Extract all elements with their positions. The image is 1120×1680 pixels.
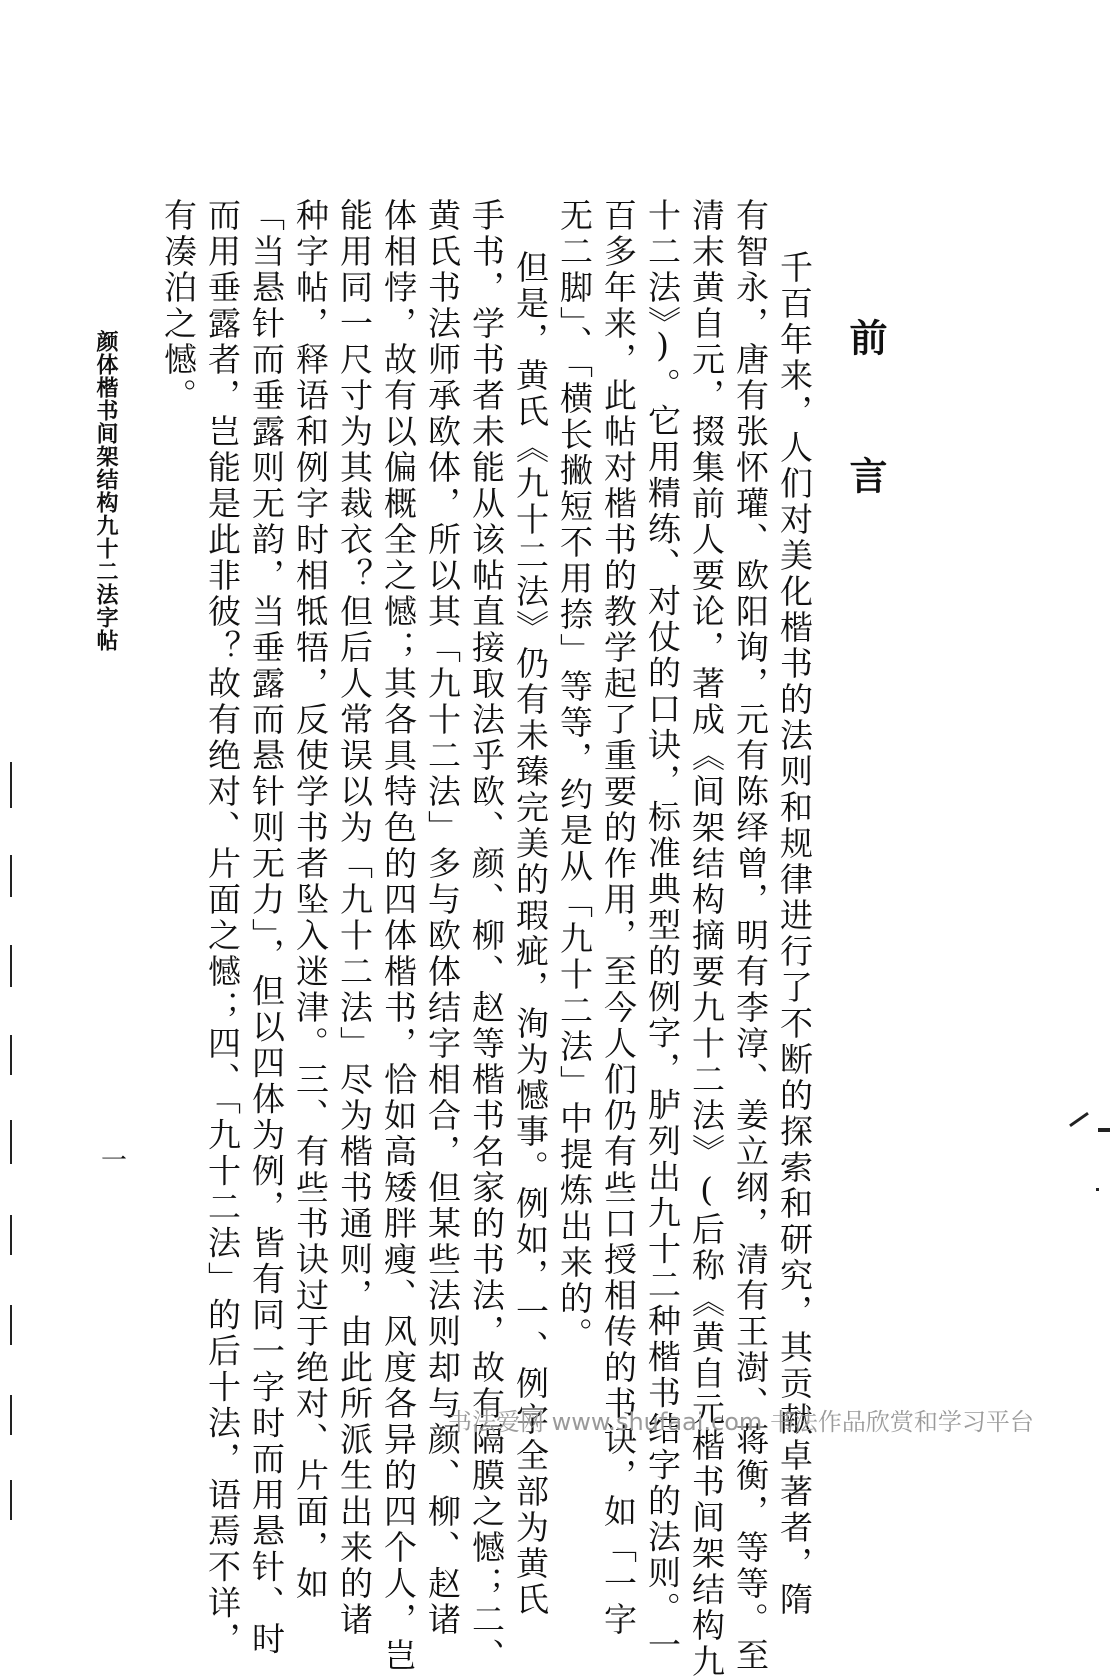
text-column-11: 能用同一尺寸为其裁衣？但后人常误以为「九十二法」尽为楷书通则，由此所派生出来的诸 <box>335 198 374 1638</box>
margin-line <box>10 945 12 987</box>
margin-line <box>10 1035 12 1075</box>
scan-mark <box>1096 1188 1099 1191</box>
text-column-4: 十二法》)。它用精练、对仗的口诀，标准典型的例字，胪列出九十二种楷书结字的法则。一 <box>643 198 682 1664</box>
page-number: 一 <box>101 1146 128 1176</box>
text-column-3: 清末黄自元，掇集前人要论，著成《间架结构摘要九十二法》(后称《黄自元楷书间架结构九 <box>687 198 726 1680</box>
text-column-13: 「当悬针而垂露则无韵，当垂露而悬针则无力」，但以四体为例，皆有同一字时而用悬针、时 <box>247 198 286 1658</box>
margin-line <box>10 1215 12 1255</box>
text-column-8: 手书，学书者未能从该帖直接取法乎欧、颜、柳、赵等楷书名家的书法，故有隔膜之憾；二、 <box>467 198 506 1674</box>
margin-line <box>10 1305 12 1345</box>
text-column-10: 体相悖，故有以偏概全之憾；其各具特色的四体楷书，恰如高矮胖瘦、风度各异的四个人，岂 <box>379 198 418 1674</box>
margin-line <box>10 762 12 808</box>
scan-mark <box>1098 1128 1110 1132</box>
watermark: 书法爱网 www.shufaai.com 书法作品欣赏和学习平台 <box>448 1408 1034 1436</box>
text-column-5: 百多年来，此帖对楷书的教学起了重要的作用，至今人们仍有些口授相传的书诀，如「一字 <box>599 198 638 1638</box>
margin-line <box>10 1395 12 1435</box>
text-column-9: 黄氏书法师承欧体，所以其「九十二法」多与欧体结字相合，但某些法则却与颜、柳、赵诸 <box>423 198 462 1638</box>
running-header: 颜体楷书间架结构九十二法字帖 <box>93 330 118 652</box>
scan-mark <box>1069 1112 1089 1127</box>
text-column-12: 种字帖，释语和例字时相牴牾，反使学书者坠入迷津。三、有些书诀过于绝对、片面，如 <box>291 198 330 1602</box>
margin-line <box>10 1120 12 1164</box>
text-column-1: 千百年来，人们对美化楷书的法则和规律进行了不断的探索和研究，其贡献卓著者，隋 <box>775 250 814 1618</box>
text-column-15: 有凑泊之憾。 <box>159 198 198 414</box>
text-column-2: 有智永，唐有张怀瓘、欧阳询，元有陈绎曾，明有李淳、姜立纲，清有王澍、蒋衡，等等。至 <box>731 198 770 1674</box>
margin-line <box>10 1480 12 1520</box>
text-column-7: 但是，黄氏《九十二法》仍有未臻完美的瑕疵，洵为憾事。例如，一、例字全部为黄氏 <box>511 250 550 1618</box>
text-column-14: 而用垂露者，岂能是此非彼？故有绝对、片面之憾；四、「九十二法」的后十法，语焉不详， <box>203 198 242 1658</box>
page-title: 前 言 <box>843 318 887 522</box>
margin-line <box>10 855 12 897</box>
text-column-6: 无二脚」、「横长撇短不用捺」等等，约是从「九十二法」中提炼出来的。 <box>555 198 594 1353</box>
